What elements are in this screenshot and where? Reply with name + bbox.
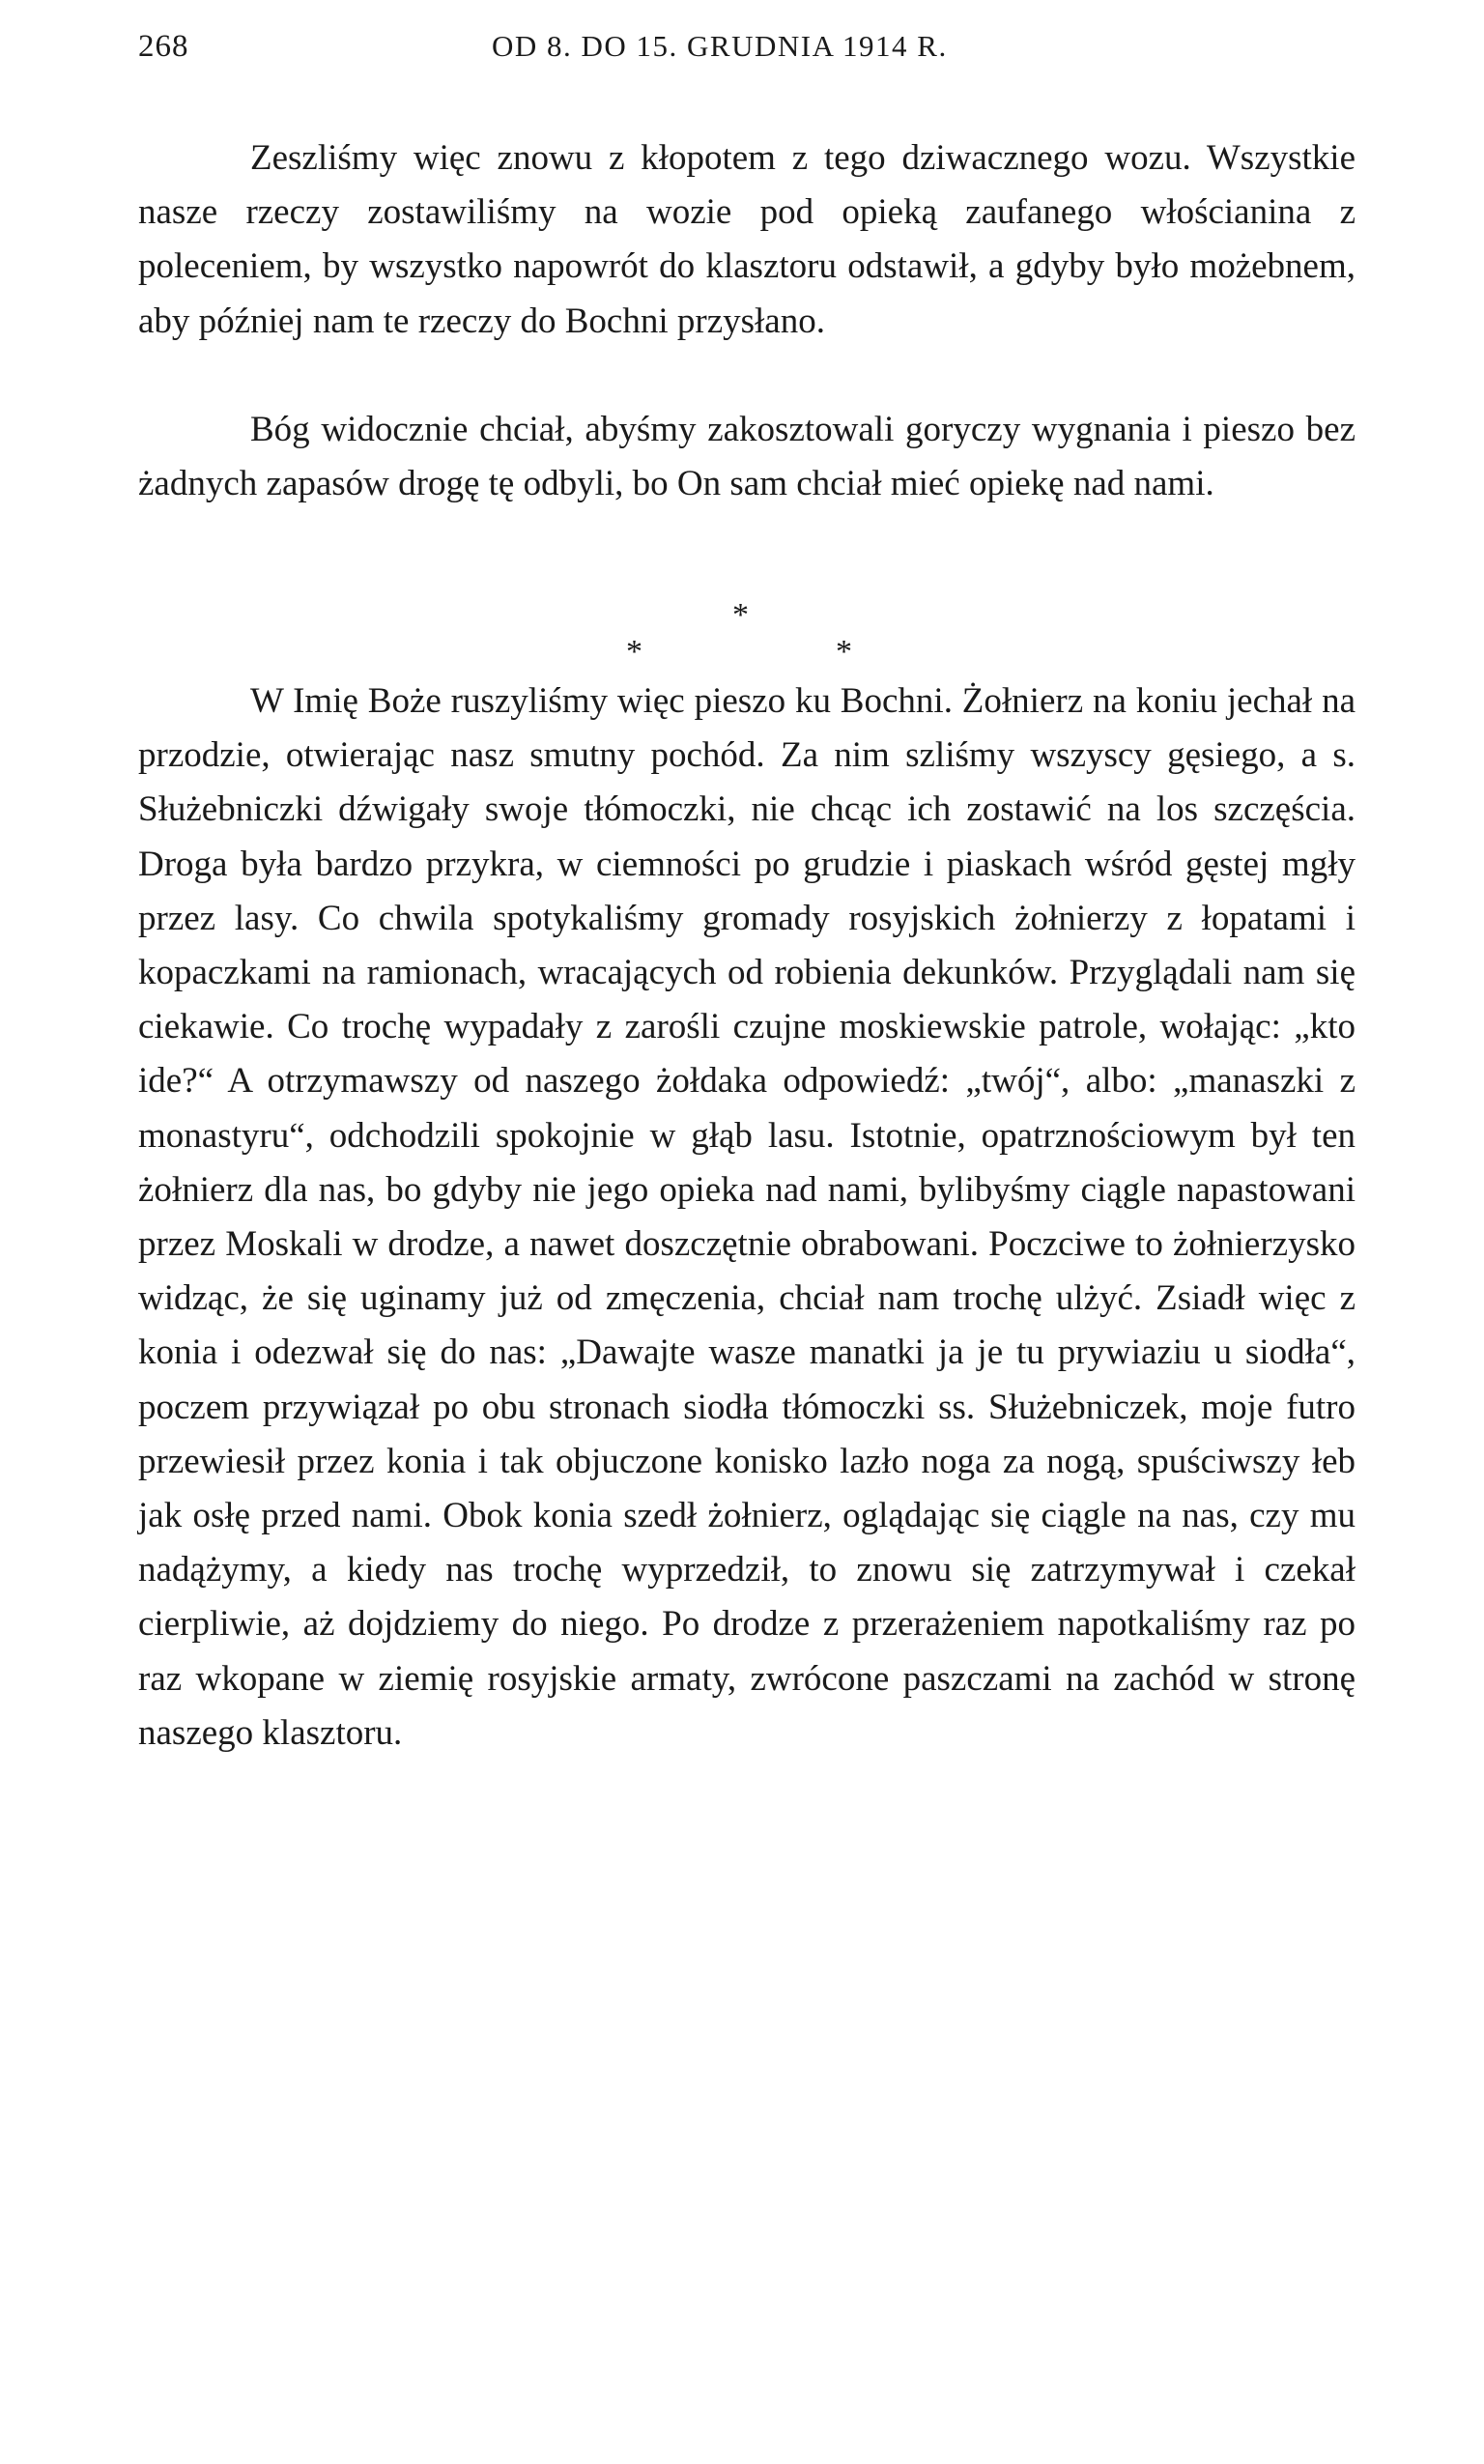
paragraph-text: Bóg widocznie chciał, abyśmy zakosztowali goryczy wygnania i pieszo bez żadnych zapasów drogę tę odbyli, bo On sam chciał mieć opiekę nad nami. — [138, 410, 1356, 504]
paragraph-3 — [138, 674, 1356, 1761]
paragraph-2 — [138, 403, 1356, 511]
paragraph-text: Zeszliśmy więc znowu z kłopotem z tego dziwacznego wozu. Wszystkie nasze rzeczy zostawiliśmy na wozie pod opieką zaufanego włościanina z poleceniem, by wszystko napowrót do klasztoru odstawił, a gdyby było możebnem, aby później nam te rzeczy do Bochni przysłano. — [138, 138, 1356, 341]
asterism-star: * — [626, 634, 642, 670]
asterism-star: * — [732, 597, 749, 633]
paragraph-1 — [138, 131, 1356, 349]
page-number: 268 — [138, 29, 189, 64]
page-header — [138, 29, 1356, 87]
paragraph-text: W Imię Boże ruszyliśmy więc pieszo ku Bochni. Żołnierz na koniu jechał na przodzie, otwierając nasz smutny pochód. Za nim szliśmy wszyscy gęsiego, a s. Służebniczki dźwigały swoje tłómoczki, nie chcąc ich zostawić na los szczęścia. Droga była bardzo przykra, w ciemności po grudzie i piaskach wśród gęstej mgły przez lasy. Co chwila spotykaliśmy gromady rosyjskich żołnierzy z łopatami i kopaczkami na ramionach, wracających od robienia dekunków. Przyglądali nam się ciekawie. Co trochę wypadały z zarośli czujne moskiewskie patrole, wołając: „kto ide?“ A otrzymawszy od naszego żołdaka odpowiedź: „twój“, albo: „manaszki z monastyru“, odchodzili spokojnie w głąb lasu. Istotnie, opatrznościowym był ten żołnierz dla nas, bo gdyby nie jego opieka nad nami, bylibyśmy ciągle napastowani przez Moskali w drodze, a nawet doszczętnie obrabowani. Poczciwe to żołnierzysko widząc, że się uginamy już od zmęczenia, chciał nam trochę ulżyć. Zsiadł więc z konia i odezwał się do nas: „Dawajte wasze manatki ja je tu prywiaziu u siodła“, poczem przywiązał po obu stronach siodła tłómoczki ss. Służebniczek, moje futro przewiesił przez konia i tak objuczone konisko lazło noga za nogą, spuściwszy łeb jak osłę przed nami. Obok konia szedł żołnierz, oglądając się ciągle na nas, czy mu nadążymy, a kiedy nas trochę wyprzedził, to znowu się zatrzymywał i czekał cierpliwie, aż dojdziemy do niego. Po drodze z przerażeniem napotkaliśmy raz po raz wkopane w ziemię rosyjskie armaty, zwrócone paszczami na zachód w stronę naszego klasztoru. — [138, 681, 1356, 1753]
running-head: OD 8. DO 15. GRUDNIA 1914 R. — [492, 29, 948, 63]
asterism-star: * — [836, 634, 852, 670]
section-break-asterism — [618, 597, 908, 674]
